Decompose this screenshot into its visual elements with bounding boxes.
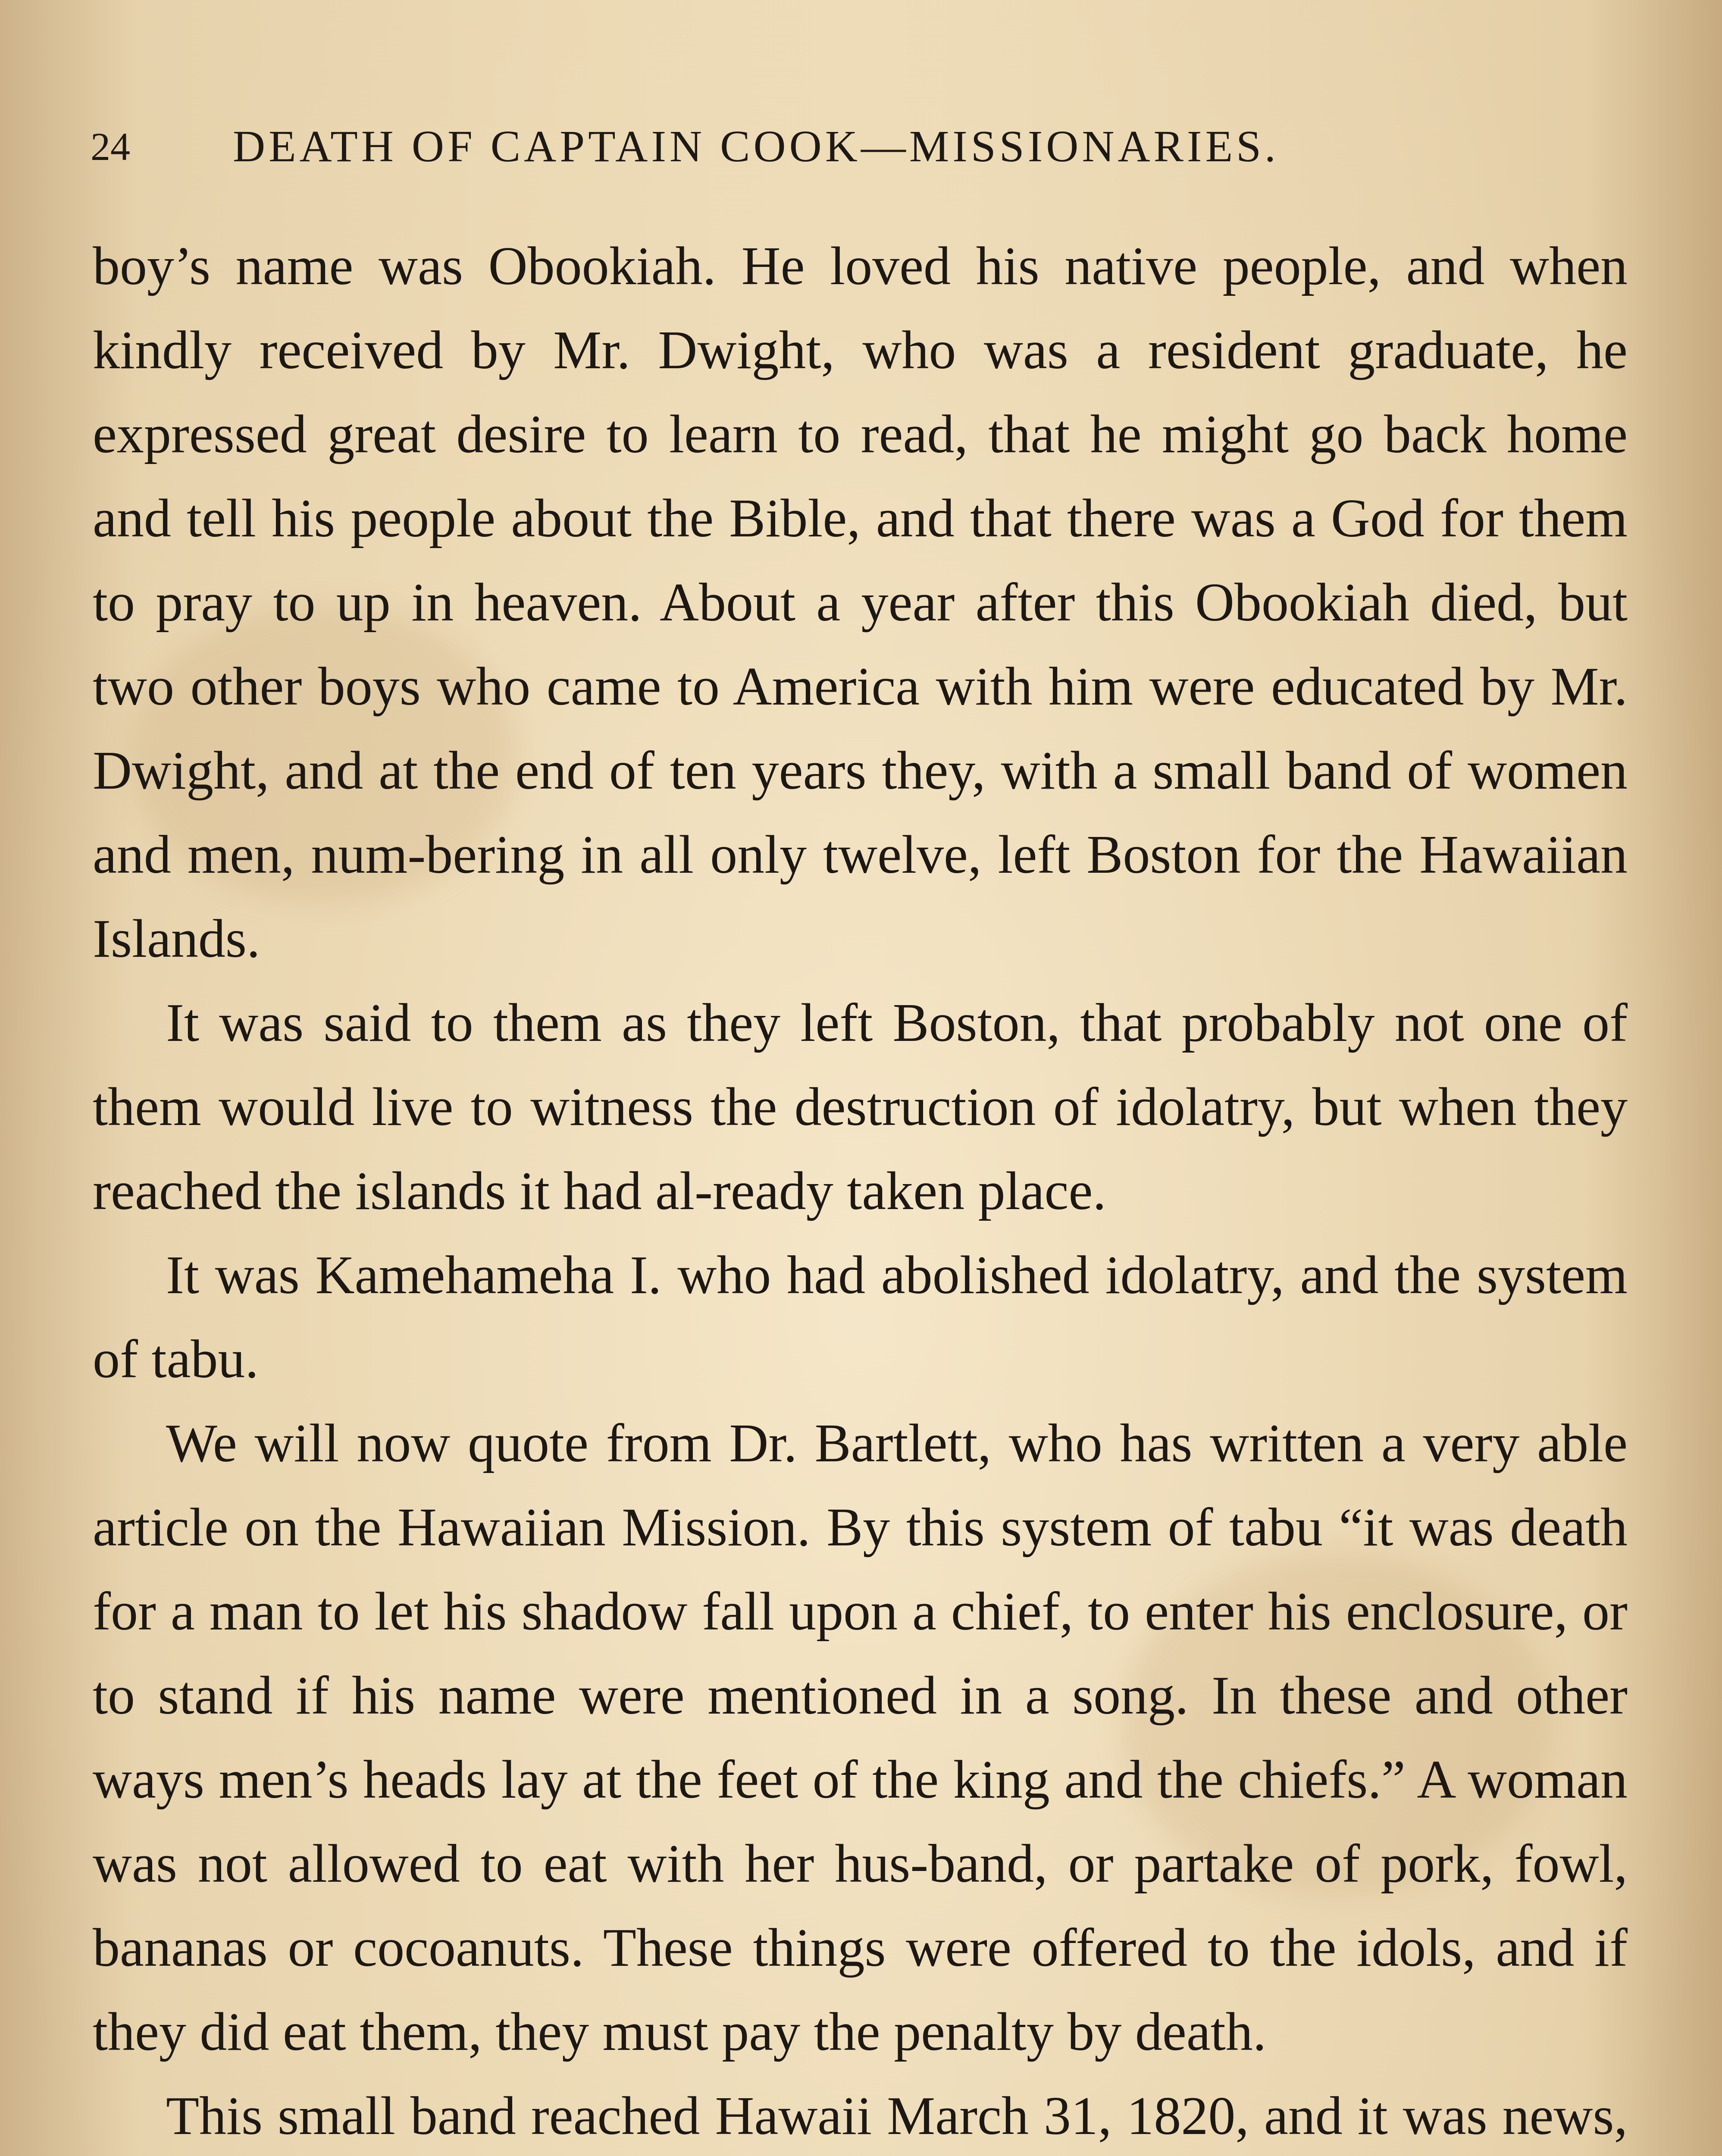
paragraph-4: We will now quote from Dr. Bartlett, who has written a very able article on the Hawaiian Mission. By this system of tabu “it was death for a man to let his shadow fall upon a chief, to enter his enclosure, or to stand if his name were mentioned in a song. In these and other ways men’s heads lay at the feet of the king and the chiefs.” A woman was not allowed to eat with her hus-band, or partake of pork, fowl, bananas or cocoanuts. These things were offered to the idols, and if they did eat them, they must pay the penalty by death. [93, 1413, 1628, 2062]
paragraph-2: It was said to them as they left Boston, that probably not one of them would live to witness the destruction of idolatry, but when they reached the islands it had al-ready taken place. [93, 993, 1628, 1221]
running-head [91, 116, 1556, 177]
running-head-title: DEATH OF CAPTAIN COOK—MISSIONARIES. [233, 122, 1279, 171]
paragraph-3: It was Kamehameha I. who had abolished idolatry, and the system of tabu. [93, 1245, 1628, 1389]
page-number: 24 [91, 125, 130, 169]
body-text [93, 224, 1628, 2156]
paragraph-1: boy’s name was Obookiah. He loved his native people, and when kindly received by Mr. Dwight, who was a resident graduate, he expressed great desire to learn to read, that he might go back home and tell his people about the Bible, and that there was a God for them to pray to up in heaven. About a year after this Obookiah died, but two other boys who came to America with him were educated by Mr. Dwight, and at the end of ten years they, with a small band of women and men, num-bering in all only twelve, left Boston for the Hawaiian Islands. [93, 236, 1628, 969]
paragraph-5: This small band reached Hawaii March 31, 1820, and it was news, [166, 2086, 1628, 2146]
